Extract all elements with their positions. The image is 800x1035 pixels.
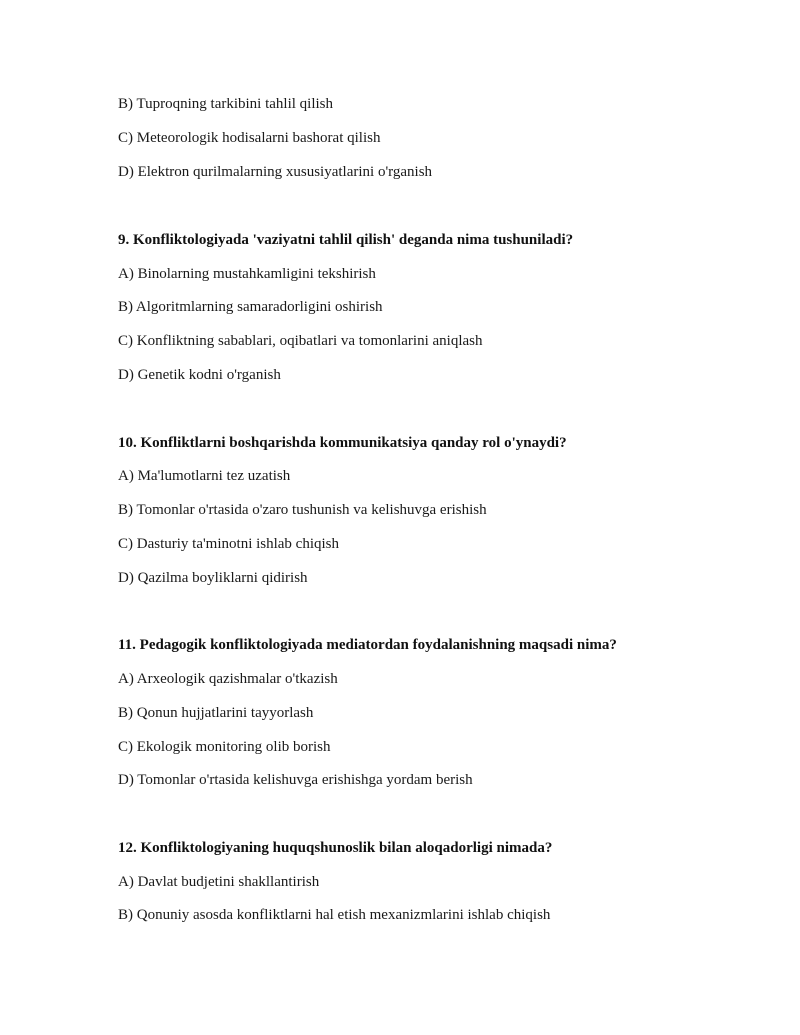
question-11: 11. Pedagogik konfliktologiyada mediatordan foydalanishning maqsadi nima? <box>118 637 617 653</box>
option-9b: B) Algoritmlarning samaradorligini oshirish <box>118 299 383 315</box>
option-10c: C) Dasturiy ta'minotni ishlab chiqish <box>118 536 340 552</box>
option-10b: B) Tomonlar o'rtasida o'zaro tushunish va kelishuvga erishish <box>118 502 487 518</box>
option-9c: C) Konfliktning sabablari, oqibatlari va tomonlarini aniqlash <box>118 333 483 349</box>
option-11d: D) Tomonlar o'rtasida kelishuvga erishishga yordam berish <box>118 772 473 788</box>
option-8c: C) Meteorologik hodisalarni bashorat qilish <box>118 130 381 146</box>
option-9d: D) Genetik kodni o'rganish <box>118 367 281 383</box>
option-10d: D) Qazilma boyliklarni qidirish <box>118 570 308 586</box>
option-12a: A) Davlat budjetini shakllantirish <box>118 874 320 890</box>
option-11b: B) Qonun hujjatlarini tayyorlash <box>118 705 314 721</box>
option-11c: C) Ekologik monitoring olib borish <box>118 739 331 755</box>
option-9a: A) Binolarning mustahkamligini tekshirish <box>118 266 376 282</box>
option-8b: B) Tuproqning tarkibini tahlil qilish <box>118 96 334 112</box>
option-10a: A) Ma'lumotlarni tez uzatish <box>118 468 291 484</box>
option-11a: A) Arxeologik qazishmalar o'tkazish <box>118 671 338 687</box>
question-10: 10. Konfliktlarni boshqarishda kommunikatsiya qanday rol o'ynaydi? <box>118 435 567 451</box>
option-12b: B) Qonuniy asosda konfliktlarni hal etish mexanizmlarini ishlab chiqish <box>118 907 551 923</box>
question-9: 9. Konfliktologiyada 'vaziyatni tahlil qilish' deganda nima tushuniladi? <box>118 232 574 248</box>
option-8d: D) Elektron qurilmalarning xususiyatlarini o'rganish <box>118 164 433 180</box>
question-12: 12. Konfliktologiyaning huquqshunoslik bilan aloqadorligi nimada? <box>118 840 553 856</box>
